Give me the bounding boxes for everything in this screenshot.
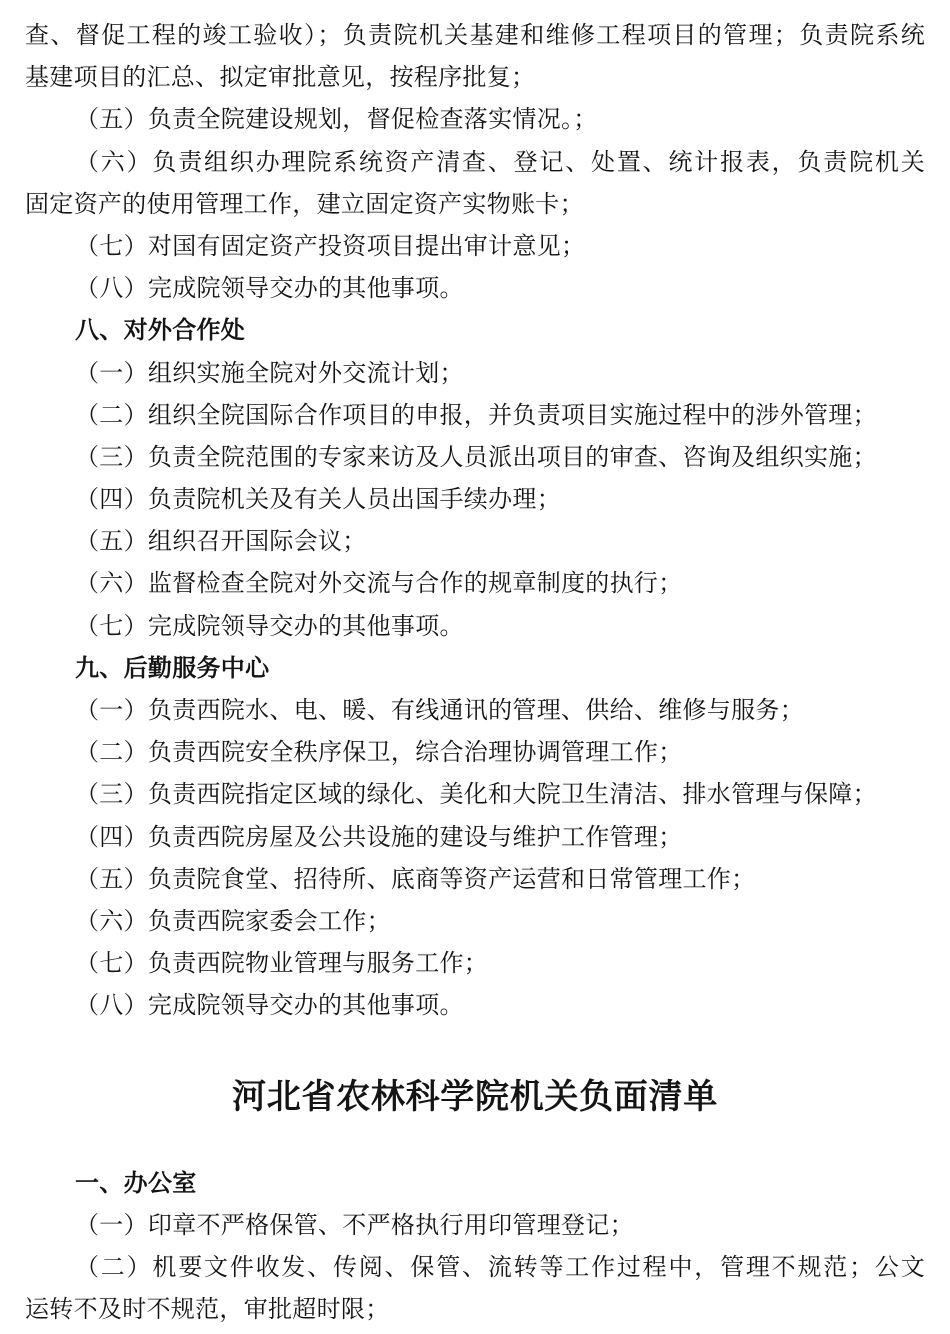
list-item: （三）负责西院指定区域的绿化、美化和大院卫生清洁、排水管理与保障；	[75, 780, 877, 809]
item-line: 固定资产的使用管理工作，建立固定资产实物账卡；	[25, 189, 584, 218]
item-line: （六）负责组织办理院系统资产清查、登记、处置、统计报表，负责院机关	[75, 147, 925, 176]
prior-section-items	[25, 98, 925, 309]
list-item: （四）负责院机关及有关人员出国手续办理；	[75, 485, 561, 514]
section-logistics-service-center	[25, 647, 925, 1027]
list-item: （七）完成院领导交办的其他事项。	[75, 611, 464, 640]
list-item: （五）负责院食堂、招待所、底商等资产运营和日常管理工作；	[75, 864, 756, 893]
list-item	[25, 267, 925, 309]
section-heading: 一、办公室	[75, 1167, 197, 1197]
list-item: （一）负责西院水、电、暖、有线通讯的管理、供给、维修与服务；	[75, 696, 804, 724]
section-heading: 九、后勤服务中心	[75, 652, 270, 682]
item-line: （七）对国有固定资产投资项目提出审计意见；	[75, 231, 586, 260]
item-line: （八）完成院领导交办的其他事项。	[75, 274, 464, 303]
list-item	[25, 141, 925, 225]
list-item: （六）负责西院家委会工作；	[75, 906, 391, 935]
text-line: 基建项目的汇总、拟定审批意见，按程序批复；	[25, 63, 536, 92]
list-item: （四）负责西院房屋及公共设施的建设与维护工作管理；	[75, 822, 683, 851]
list-item: （六）监督检查全院对外交流与合作的规章制度的执行；	[75, 569, 683, 598]
item-line: （五）负责全院建设规划，督促检查落实情况。；	[75, 105, 598, 134]
list-item: （三）负责全院范围的专家来访及人员派出项目的审查、咨询及组织实施；	[75, 442, 877, 471]
section-foreign-cooperation	[25, 309, 925, 647]
list-item: （二）负责西院安全秩序保卫，综合治理协调管理工作；	[75, 738, 683, 767]
item-line: （二）机要文件收发、传阅、保管、流转等工作过程中，管理不规范；公文	[75, 1252, 925, 1281]
document-title: 河北省农林科学院机关负面清单	[232, 1076, 718, 1117]
item-line: （一）印章不严格保管、不严格执行用印管理登记；	[75, 1210, 634, 1239]
continued-paragraph	[25, 14, 925, 98]
section-office	[25, 1162, 925, 1331]
list-item	[25, 98, 925, 140]
text-line: 查、督促工程的竣工验收）；负责院机关基建和维修工程项目的管理；负责院系统	[25, 21, 925, 49]
list-item: （七）负责西院物业管理与服务工作；	[75, 949, 489, 978]
list-item: （二）组织全院国际合作项目的申报，并负责项目实施过程中的涉外管理；	[75, 400, 877, 429]
section-heading: 八、对外合作处	[75, 315, 246, 345]
list-item	[25, 1246, 925, 1330]
list-item: （一）组织实施全院对外交流计划；	[75, 358, 464, 387]
list-item	[25, 225, 925, 267]
item-line: 运转不及时不规范，审批超时限；	[25, 1295, 390, 1324]
list-item: （五）组织召开国际会议；	[75, 527, 367, 556]
list-item: （八）完成院领导交办的其他事项。	[75, 991, 464, 1020]
list-item	[25, 1204, 925, 1246]
